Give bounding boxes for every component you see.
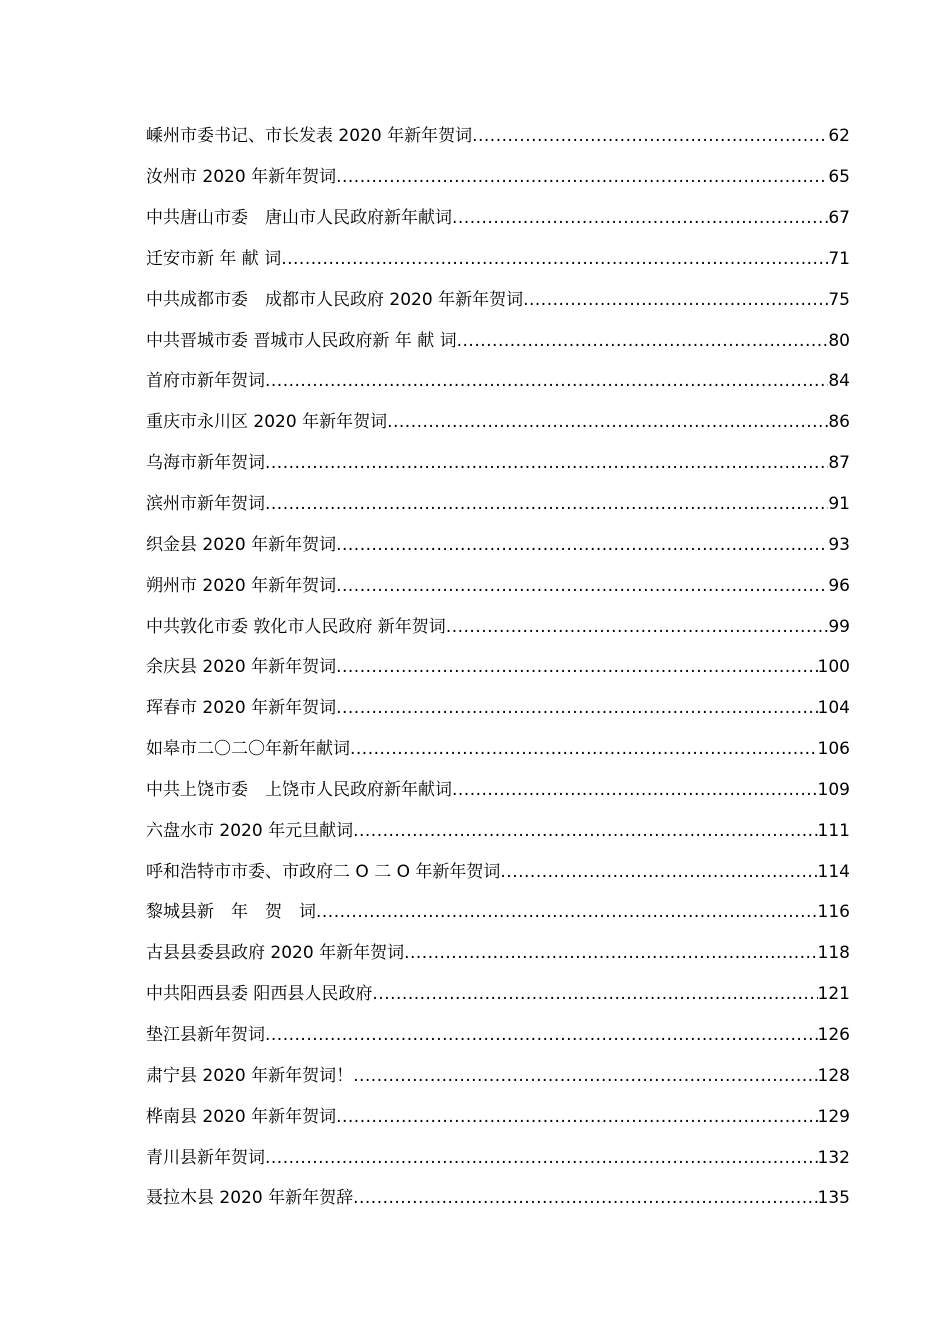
toc-entry-title: 中共阳西县委 阳西县人民政府 <box>146 984 373 1005</box>
toc-entry-title: 青川县新年贺词 <box>146 1147 265 1168</box>
toc-entry-page-number: 111 <box>817 820 850 841</box>
toc-dot-leader <box>336 576 828 596</box>
toc-dot-leader <box>452 780 818 800</box>
toc-entry-title: 黎城县新 年 贺 词 <box>146 902 316 923</box>
toc-dot-leader <box>452 208 828 228</box>
toc-dot-leader <box>265 371 828 391</box>
toc-entry[interactable] <box>146 239 850 280</box>
toc-entry-title: 重庆市永川区 2020 年新年贺词 <box>146 412 388 433</box>
toc-entry-page-number: 114 <box>817 861 850 882</box>
toc-entry-page-number: 106 <box>817 739 850 760</box>
toc-entry-title: 余庆县 2020 年新年贺词 <box>146 657 337 678</box>
toc-entry[interactable] <box>146 770 850 811</box>
table-of-contents <box>146 116 850 1219</box>
toc-dot-leader <box>336 535 828 555</box>
toc-entry-title: 垫江县新年贺词 <box>146 1024 265 1045</box>
toc-entry[interactable] <box>146 892 850 933</box>
toc-entry-page-number: 129 <box>817 1106 850 1127</box>
toc-entry-page-number: 96 <box>828 575 850 596</box>
toc-entry-page-number: 126 <box>817 1024 850 1045</box>
toc-entry-page-number: 71 <box>828 248 850 269</box>
toc-dot-leader <box>353 1066 817 1086</box>
toc-entry[interactable] <box>146 606 850 647</box>
toc-entry-title: 嵊州市委书记、市长发表 2020 年新年贺词 <box>146 126 473 147</box>
toc-dot-leader <box>265 494 828 514</box>
toc-entry-page-number: 109 <box>817 779 850 800</box>
toc-entry[interactable] <box>146 565 850 606</box>
toc-dot-leader <box>457 331 829 351</box>
toc-entry-title: 中共敦化市委 敦化市人民政府 新年贺词 <box>146 616 446 637</box>
toc-entry-page-number: 116 <box>817 902 850 923</box>
toc-entry-page-number: 62 <box>828 126 850 147</box>
toc-entry-title: 汝州市 2020 年新年贺词 <box>146 167 337 188</box>
toc-entry-page-number: 118 <box>817 943 850 964</box>
toc-dot-leader <box>500 862 817 882</box>
toc-entry-title: 织金县 2020 年新年贺词 <box>146 534 337 555</box>
toc-entry-page-number: 99 <box>828 616 850 637</box>
toc-entry-page-number: 75 <box>828 289 850 310</box>
toc-entry[interactable] <box>146 524 850 565</box>
toc-entry[interactable] <box>146 443 850 484</box>
toc-entry-title: 中共晋城市委 晋城市人民政府新 年 献 词 <box>146 330 457 351</box>
toc-entry-title: 六盘水市 2020 年元旦献词 <box>146 820 354 841</box>
toc-dot-leader <box>265 1025 818 1045</box>
toc-entry[interactable] <box>146 279 850 320</box>
toc-dot-leader <box>387 412 828 432</box>
toc-dot-leader <box>472 126 828 146</box>
toc-entry-page-number: 87 <box>828 453 850 474</box>
toc-entry[interactable] <box>146 198 850 239</box>
toc-dot-leader <box>336 698 817 718</box>
toc-entry-title: 朔州市 2020 年新年贺词 <box>146 575 337 596</box>
toc-entry-page-number: 84 <box>828 371 850 392</box>
toc-dot-leader <box>316 902 818 922</box>
toc-entry-page-number: 100 <box>817 657 850 678</box>
toc-entry-title: 中共上饶市委 上饶市人民政府新年献词 <box>146 779 452 800</box>
toc-entry[interactable] <box>146 116 850 157</box>
toc-entry[interactable] <box>146 320 850 361</box>
toc-entry-page-number: 65 <box>828 167 850 188</box>
toc-entry[interactable] <box>146 1055 850 1096</box>
toc-entry[interactable] <box>146 157 850 198</box>
toc-entry[interactable] <box>146 851 850 892</box>
toc-entry[interactable] <box>146 361 850 402</box>
toc-dot-leader <box>336 167 828 187</box>
toc-entry-title: 呼和浩特市市委、市政府二 O 二 O 年新年贺词 <box>146 861 501 882</box>
toc-entry[interactable] <box>146 1137 850 1178</box>
toc-entry-title: 肃宁县 2020 年新年贺词！ <box>146 1065 354 1086</box>
toc-entry-title: 首府市新年贺词 <box>146 371 265 392</box>
toc-entry-title: 中共唐山市委 唐山市人民政府新年献词 <box>146 208 452 229</box>
toc-entry-page-number: 80 <box>828 330 850 351</box>
toc-dot-leader <box>265 1148 818 1168</box>
toc-entry-title: 桦南县 2020 年新年贺词 <box>146 1106 337 1127</box>
toc-entry[interactable] <box>146 1096 850 1137</box>
toc-dot-leader <box>336 1107 817 1127</box>
toc-entry-page-number: 67 <box>828 208 850 229</box>
toc-entry[interactable] <box>146 1178 850 1219</box>
toc-entry-title: 聂拉木县 2020 年新年贺辞 <box>146 1188 354 1209</box>
toc-dot-leader <box>353 821 817 841</box>
toc-entry-page-number: 135 <box>817 1188 850 1209</box>
toc-entry-page-number: 132 <box>817 1147 850 1168</box>
toc-entry-title: 中共成都市委 成都市人民政府 2020 年新年贺词 <box>146 289 524 310</box>
toc-entry-page-number: 128 <box>817 1065 850 1086</box>
toc-entry[interactable] <box>146 974 850 1015</box>
toc-entry[interactable] <box>146 688 850 729</box>
toc-dot-leader <box>353 1188 817 1208</box>
toc-entry[interactable] <box>146 1015 850 1056</box>
toc-dot-leader <box>523 290 828 310</box>
toc-entry[interactable] <box>146 402 850 443</box>
toc-dot-leader <box>336 657 817 677</box>
toc-entry[interactable] <box>146 484 850 525</box>
toc-entry-title: 滨州市新年贺词 <box>146 494 265 515</box>
toc-dot-leader <box>372 984 817 1004</box>
toc-dot-leader <box>404 943 817 963</box>
toc-dot-leader <box>265 453 828 473</box>
toc-entry[interactable] <box>146 933 850 974</box>
toc-entry-page-number: 86 <box>828 412 850 433</box>
toc-entry-title: 古县县委县政府 2020 年新年贺词 <box>146 943 405 964</box>
toc-dot-leader <box>446 617 829 637</box>
toc-dot-leader <box>281 249 828 269</box>
toc-entry-page-number: 104 <box>817 698 850 719</box>
toc-entry-title: 迁安市新 年 献 词 <box>146 248 282 269</box>
toc-entry-title: 如皋市二〇二〇年新年献词 <box>146 739 350 760</box>
toc-entry[interactable] <box>146 647 850 688</box>
toc-entry-title: 乌海市新年贺词 <box>146 453 265 474</box>
toc-dot-leader <box>350 739 818 759</box>
toc-entry[interactable] <box>146 729 850 770</box>
toc-entry-page-number: 121 <box>817 984 850 1005</box>
toc-entry-title: 珲春市 2020 年新年贺词 <box>146 698 337 719</box>
toc-entry-page-number: 91 <box>828 494 850 515</box>
toc-entry[interactable] <box>146 810 850 851</box>
toc-entry-page-number: 93 <box>828 534 850 555</box>
